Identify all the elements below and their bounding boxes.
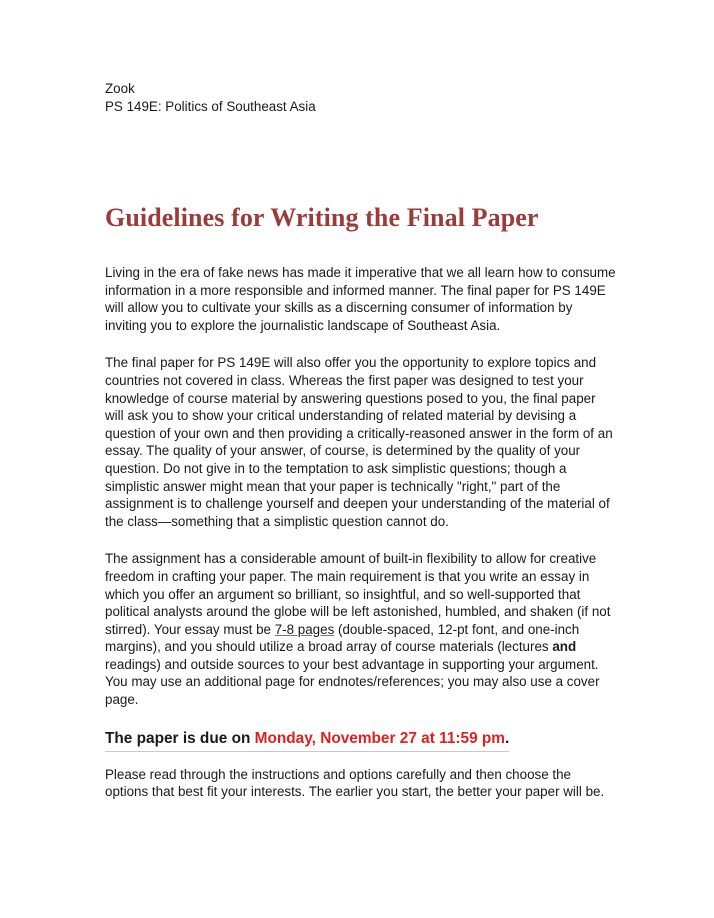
document-title: Guidelines for Writing the Final Paper <box>105 203 539 232</box>
due-date-line <box>105 728 509 752</box>
paragraph-intro: Living in the era of fake news has made it imperative that we all learn how to consume information in a more responsible and informed manner. The final paper for PS 149E will allow you to cultivate your skills as a discerning consumer of information by inviting you to explore the journalistic landscape of Southeast Asia. <box>105 265 616 333</box>
due-date: Monday, November 27 at 11:59 pm <box>254 729 505 747</box>
and-emphasis: and <box>552 639 577 655</box>
requirements-text-2: (double-spaced, 12-pt font, and one-inch margins), and you should utilize a broad array of course materials (lectures <box>105 621 580 655</box>
requirements-text-1: The assignment has a considerable amount of built-in flexibility to allow for creative freedom in crafting your paper. The main requirement is that you write an essay in which you offer an argument so brilliant, so insightful, and so well-supported that political analysts around the globe will be left astonished, humbled, and shaken (if not stirred). Your essay must be <box>105 551 611 637</box>
document-page <box>105 80 617 801</box>
requirements-text-3: readings) and outside sources to your best advantage in supporting your argument. You may use an additional page for endnotes/references; you may also use a cover page. <box>105 656 600 708</box>
author-name: Zook <box>105 81 135 96</box>
page-length: 7-8 pages <box>274 621 335 637</box>
due-prefix: The paper is due on <box>105 729 255 747</box>
paragraph-requirements <box>105 550 617 708</box>
paragraph-purpose: The final paper for PS 149E will also offer you the opportunity to explore topics and countries not covered in class. Whereas the first paper was designed to test your knowledge of course material by answering questions posed to you, the final paper will ask you to show your critical understanding of related material by devising a question of your own and then providing a critically-reasoned answer in the form of an essay. The quality of your answer, of course, is determined by the quality of your question. Do not give in to the temptation to ask simplistic questions; though a simplistic answer might mean that your paper is technically "right," part of the assignment is to challenge yourself and deepen your understanding of the material of the class—something that a simplistic question cannot do. <box>105 355 613 529</box>
course-name: PS 149E: Politics of Southeast Asia <box>105 99 316 114</box>
due-suffix: . <box>505 729 510 747</box>
paragraph-instructions: Please read through the instructions and options carefully and then choose the options that best fit your interests. The earlier you start, the better your paper will be. <box>105 766 605 800</box>
